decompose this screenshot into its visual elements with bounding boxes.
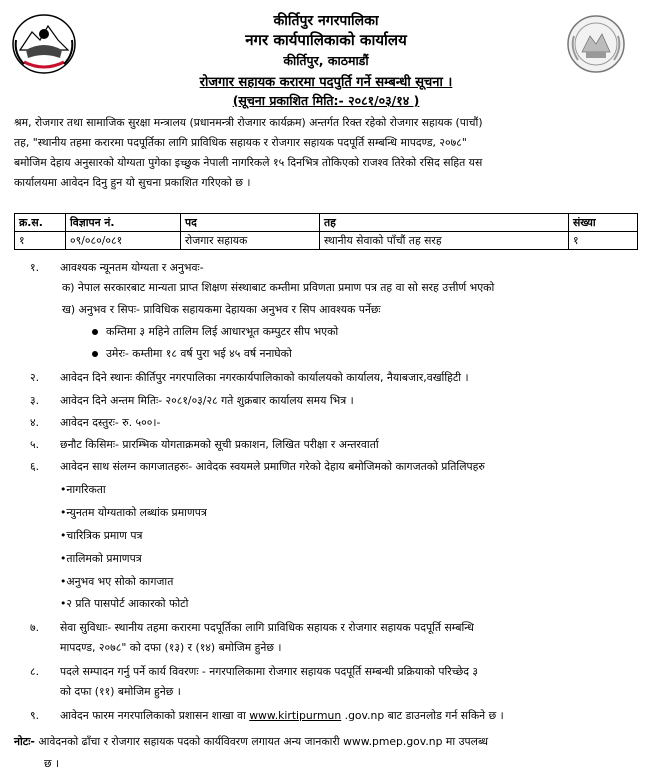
- item-1-sub-a: क) नेपाल सरकारबाट मान्यता प्राप्त शिक्षण संस्थाबाट कम्तीमा प्रविणता प्रमाण पत्र तह वा सो सरह उत्तीर्ण भएको: [62, 281, 495, 294]
- notice-title: रोजगार सहायक करारमा पदपुर्ति गर्ने सम्बन्धी सूचना ।: [199, 75, 453, 90]
- document-item: •न्युनतम योग्यताको लब्धांक प्रमाणपत्र: [60, 506, 207, 519]
- list-item-8: [30, 662, 478, 682]
- note-continuation: छ ।: [44, 757, 60, 770]
- item-number: ६.: [30, 460, 40, 473]
- item-text: आवेदन दिने स्थानः कीर्तिपुर नगरपालिका नगरकार्यपालिकाको कार्यालयको कार्यालय, नैयाबजार,वर्खाहिटी ।: [60, 371, 469, 384]
- item-number: ८.: [30, 665, 40, 678]
- item-number: ३.: [30, 394, 40, 407]
- cell-post: रोजगार सहायक: [181, 232, 320, 250]
- item-text: आवेदन दिने अन्तम मितिः- २०८१/०३/२८ गते शुक्रबार कार्यालय समय भित्र ।: [60, 394, 354, 407]
- list-item-5: [30, 435, 379, 455]
- item-text: आवेदन फारम नगरपालिकाको प्रशासन शाखा वा: [60, 709, 250, 722]
- document-item: •अनुभव भए सोको कागजात: [60, 575, 174, 588]
- item-number: ४.: [30, 416, 40, 429]
- list-item-3: [30, 391, 354, 411]
- document-item: •नागरिकता: [60, 483, 106, 496]
- item-text: पदले सम्पादन गर्नु पर्ने कार्य विवरणः - नगरपालिकामा रोजगार सहायक पदपूर्ति सम्बन्धी प्रक्रियाको परिच्छेद ३: [60, 665, 479, 678]
- col-level-header: तह: [320, 214, 569, 232]
- document-item: •तालिमको प्रमाणपत्र: [60, 552, 142, 565]
- table-header-row: [15, 214, 638, 232]
- item-text: .gov.np बाट डाउनलोड गर्न सकिने छ ।: [341, 709, 504, 722]
- list-item-4: [30, 413, 160, 433]
- cell-ad-number: ०९/०८०/०८१: [66, 232, 181, 250]
- office-name: नगर कार्यपालिकाको कार्यालय: [245, 31, 407, 49]
- intro-paragraph: [14, 113, 638, 193]
- note-text: आवेदनको ढाँचा र रोजगार सहायक पदको कार्यविवरण लगायत अन्य जानकारी www.pmep.gov.np मा उपलब्ध: [34, 735, 488, 748]
- note-line: [14, 732, 488, 752]
- col-ad-number-header: विज्ञापन नं.: [66, 214, 181, 232]
- item-number: १.: [30, 261, 40, 274]
- published-date: (सूचना प्रकाशित मिति:- २०८१/०३/१४ ): [232, 93, 420, 108]
- bullet-icon: [92, 329, 98, 335]
- list-item-1: [30, 258, 204, 278]
- intro-line: कार्यालयमा आवेदन दिनु हुन यो सुचना प्रकाशित गरिएको छ ।: [14, 176, 251, 189]
- col-count-header: संख्या: [569, 214, 638, 232]
- table-row: [15, 232, 638, 250]
- item-number: २.: [30, 371, 40, 384]
- cell-serial: १: [15, 232, 66, 250]
- item-number: ५.: [30, 438, 40, 451]
- item-number: ९.: [30, 709, 40, 722]
- item-1-bullet: [92, 344, 292, 364]
- cell-level: स्थानीय सेवाको पाँचौं तह सरह: [320, 232, 569, 250]
- list-item-6: [30, 457, 485, 477]
- item-text: छनौट किसिमः- प्रारम्भिक योगताक्रमको सूची प्रकाशन, लिखित परीक्षा र अन्तरवार्ता: [60, 438, 379, 451]
- vacancy-table: [14, 213, 638, 250]
- cell-count: १: [569, 232, 638, 250]
- list-item-9: [30, 706, 504, 726]
- item-7-continuation: मापदण्ड, २०७८" को दफा (१३) र (१४) बमोजिम हुनेछ ।: [60, 641, 282, 654]
- municipality-name: कीर्तिपुर नगरपालिका: [273, 13, 379, 29]
- item-1-sub-b: ख) अनुभव र सिपः- प्राविधिक सहायकमा देहायका अनुभव र सिप आवश्यक पर्नेछः: [62, 303, 381, 316]
- document-item: •चारित्रिक प्रमाण पत्र: [60, 529, 143, 542]
- download-link[interactable]: www.kirtipurmun: [249, 709, 342, 722]
- bullet-text: कम्तिमा ३ महिने तालिम लिई आधारभूत कम्पुटर सीप भएको: [106, 325, 339, 338]
- item-text: आवेदन दस्तुरः- रु. ५००।-: [60, 416, 161, 429]
- item-8-continuation: को दफा (११) बमोजिम हुनेछ ।: [60, 685, 181, 698]
- item-1-bullet: [92, 322, 338, 342]
- bullet-text: उमेरः- कम्तीमा १८ वर्ष पुरा भई ४५ वर्ष ननाघेको: [106, 347, 292, 360]
- list-item-7: [30, 618, 474, 638]
- office-address: कीर्तिपुर, काठमाडौं: [283, 53, 369, 68]
- item-text: आवश्यक न्यूनतम योग्यता र अनुभवः-: [60, 261, 204, 274]
- list-item-2: [30, 368, 469, 388]
- intro-line: बमोजिम देहाय अनुसारको योग्यता पुगेका इच्छुक नेपाली नागरिकले १५ दिनभित्र तोकिएको राजश्व तिरेको रसिद सहित यस: [14, 156, 483, 169]
- document-item: •२ प्रति पासपोर्ट आकारको फोटो: [60, 597, 189, 610]
- col-serial-header: क्र.स.: [15, 214, 66, 232]
- item-text: आवेदन साथ संलग्न कागजातहरुः- आवेदक स्वयमले प्रमाणित गरेको देहाय बमोजिमको कागजतको प्रतिलिपहरु: [60, 460, 485, 473]
- item-text: सेवा सुविधाः- स्थानीय तहमा करारमा पदपूर्तिका लागि प्राविधिक सहायक र रोजगार सहायक पदपूर्ति सम्बन्धि: [60, 621, 474, 634]
- intro-line: तह, "स्थानीय तहमा करारमा पदपूर्तिका लागि प्राविधिक सहायक र रोजगार सहायक पदपूर्ति सम्बन्धि मापदण्ड, २०७८": [14, 136, 467, 149]
- intro-line: श्रम, रोजगार तथा सामाजिक सुरक्षा मन्त्रालय (प्रधानमन्त्री रोजगार कार्यक्रम) अन्तर्गत रिक्त रहेको रोजगार सहायक (पाचौं): [14, 116, 483, 129]
- bullet-icon: [92, 351, 98, 357]
- col-post-header: पद: [181, 214, 320, 232]
- item-number: ७.: [30, 621, 40, 634]
- note-label: नोटः-: [14, 735, 35, 748]
